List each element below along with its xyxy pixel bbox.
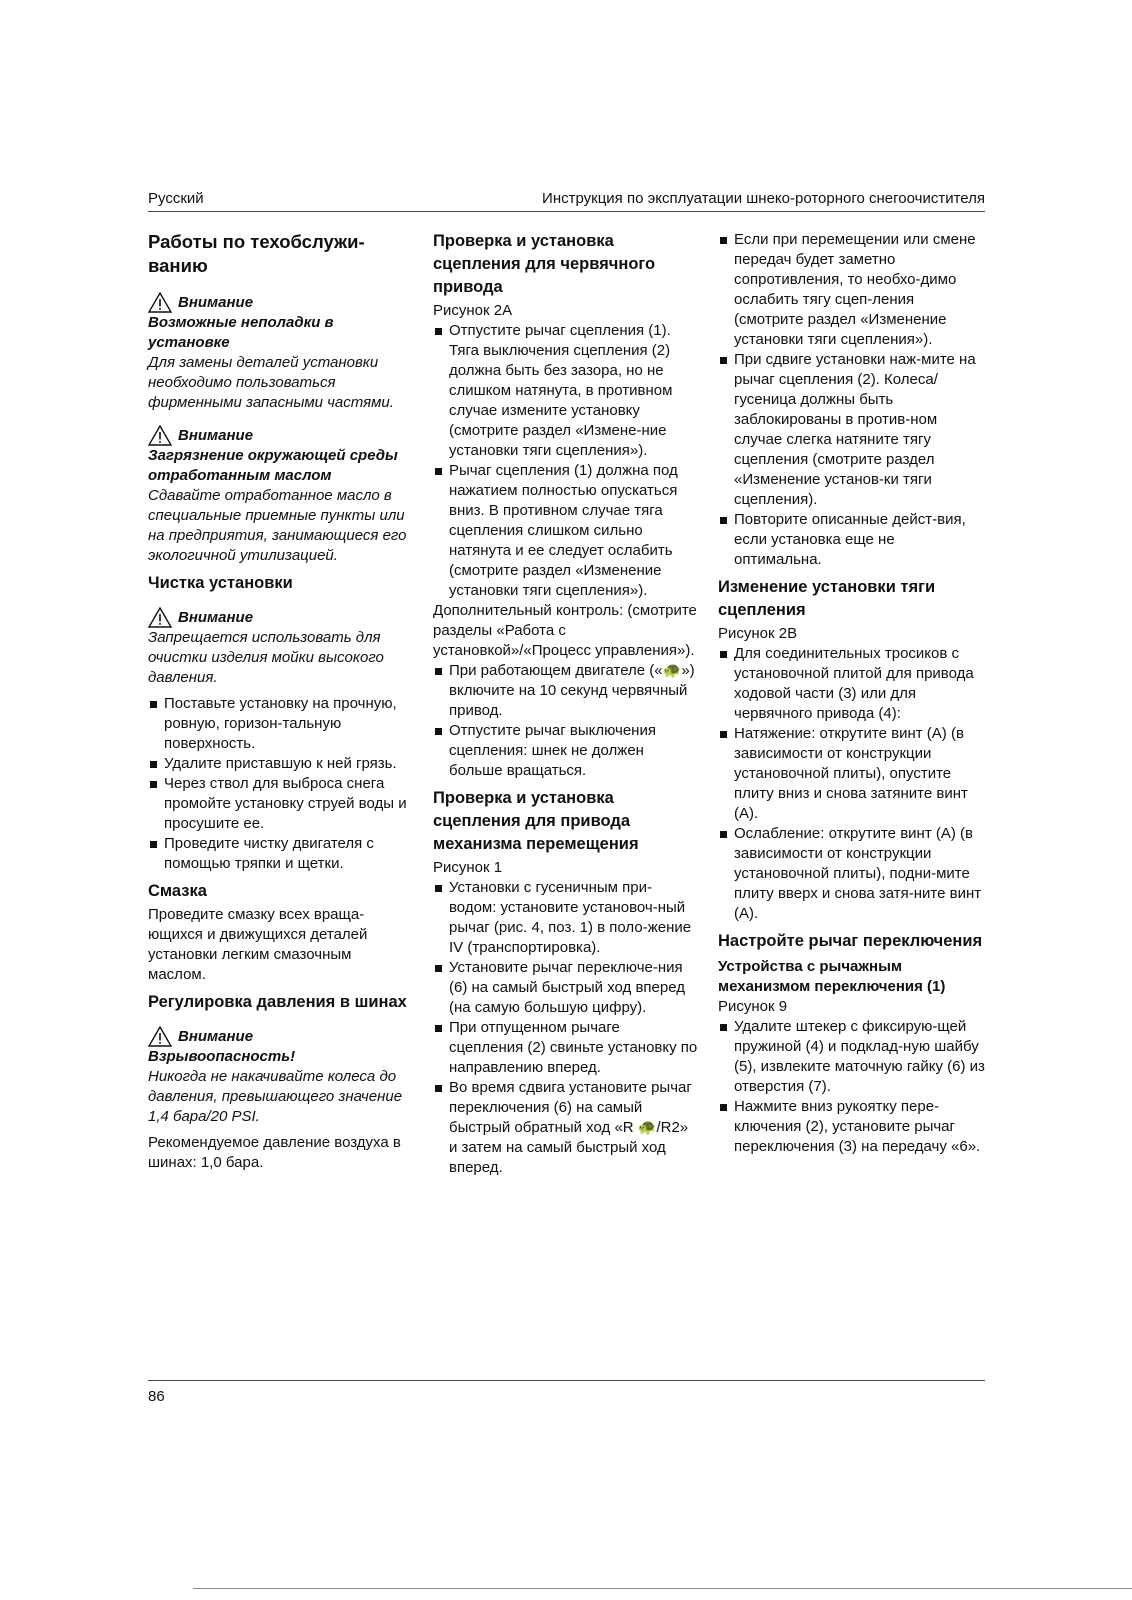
- list-item: Для соединительных тросиков с установочной плитой для привода ходовой части (3) или для червячного привода (4):: [718, 644, 986, 724]
- warning-subtitle: Загрязнение окружающей среды отработанным маслом: [148, 447, 398, 484]
- header-title: Инструкция по эксплуатации шнеко-роторного снегоочистителя: [542, 190, 985, 207]
- figure-reference: Рисунок 1: [433, 859, 503, 876]
- warning-heading: [148, 292, 410, 313]
- worm-clutch-list: [433, 321, 698, 601]
- column-3: [718, 230, 986, 1157]
- warning-block: [148, 292, 410, 413]
- warning-label: Внимание: [178, 608, 254, 626]
- section-heading-worm-clutch: Проверка и установка сцепления для червячного привода: [433, 232, 656, 296]
- warning-label: Внимание: [178, 293, 254, 311]
- warning-subtitle: Взрывоопасность!: [148, 1048, 296, 1065]
- list-item: Удалите штекер с фиксирую-щей пружиной (4) и подклад-ную шайбу (5), извлеките маточную гайку (6) из отверстия (7).: [718, 1017, 986, 1097]
- footer-divider: [148, 1380, 985, 1381]
- warning-triangle-icon: [148, 292, 172, 313]
- list-item: При работающем двигателе («🐢») включите на 10 секунд червячный привод.: [433, 661, 698, 721]
- subsection-heading-lever-mechanism: Устройства с рычажным механизмом переключения (1): [718, 958, 946, 995]
- warning-subtitle: Возможные неполадки в установке: [148, 314, 334, 351]
- list-item: Натяжение: открутите винт (A) (в зависимости от конструкции установочной плиты), опустите плиту вниз и снова затяните винт (A).: [718, 724, 986, 824]
- section-heading-cleaning: Чистка установки: [148, 574, 293, 592]
- list-item: Установки с гусеничным при-водом: установите установоч-ный рычаг (рис. 4, поз. 1) в поло-жение IV (транспортировка).: [433, 878, 698, 958]
- list-item: Поставьте установку на прочную, ровную, горизон-тальную поверхность.: [148, 694, 410, 754]
- warning-heading: [148, 1026, 410, 1047]
- list-item: Удалите приставшую к ней грязь.: [148, 754, 410, 774]
- warning-text: Запрещается использовать для очистки изделия мойки высокого давления.: [148, 629, 384, 686]
- list-item: Рычаг сцепления (1) должна под нажатием полностью опускаться вниз. В противном случае тяга сцепления слишком сильно натянута и ее следует ослабить (смотрите раздел «Изменение установки тяги сцепления»).: [433, 461, 698, 601]
- warning-triangle-icon: [148, 425, 172, 446]
- list-item: Если при перемещении или смене передач будет заметно сопротивления, то необхо-димо ослабить тягу сцеп-ления (смотрите раздел «Изменение установки тяги сцепления»).: [718, 230, 986, 350]
- column-1: [148, 230, 410, 1173]
- warning-text: Сдавайте отработанное масло в специальные приемные пункты или на предприятия, занимающиеся его экологичной утилизацией.: [148, 487, 407, 564]
- warning-triangle-icon: [148, 607, 172, 628]
- section-title-maintenance: Работы по техобслужи-ванию: [148, 231, 365, 276]
- list-item: При сдвиге установки наж-мите на рычаг сцепления (2). Колеса/гусеница должны быть заблокированы в против-ном случае слегка натяните тягу сцепления (смотрите раздел «Изменение установ-ки тяги сцепления).: [718, 350, 986, 510]
- list-item: При отпущенном рычаге сцепления (2) свиньте установку по направлению вперед.: [433, 1018, 698, 1078]
- warning-triangle-icon: [148, 1026, 172, 1047]
- lubrication-text: Проведите смазку всех враща-ющихся и движущихся деталей установки легким смазочным маслом.: [148, 906, 368, 983]
- additional-check-text: Дополнительный контроль: (смотрите разделы «Работа с установкой»/«Процесс управления»).: [433, 602, 697, 659]
- figure-reference: Рисунок 2B: [718, 625, 798, 642]
- warning-block: [148, 1026, 410, 1127]
- additional-check-list: [433, 661, 698, 781]
- warning-text: Для замены деталей установки необходимо пользоваться фирменными запасными частями.: [148, 354, 394, 411]
- section-heading-drive-clutch: Проверка и установка сцепления для привода механизма перемещения: [433, 789, 639, 853]
- scan-edge-line: [193, 1588, 1132, 1589]
- drive-clutch-list-continued: [718, 230, 986, 570]
- cleaning-list: [148, 694, 410, 874]
- header-language: Русский: [148, 190, 204, 207]
- warning-heading: [148, 607, 410, 628]
- warning-block: [148, 425, 410, 566]
- list-item: Отпустите рычаг сцепления (1). Тяга выключения сцепления (2) должна быть без зазора, но не слишком натянута, в противном случае измените установку (смотрите раздел «Измене-ние установки тяги сцепления»).: [433, 321, 698, 461]
- list-item: Ослабление: открутите винт (A) (в зависимости от конструкции установочной плиты), подни-мите плиту вверх и снова затя-ните винт (A).: [718, 824, 986, 924]
- drive-clutch-list: [433, 878, 698, 1178]
- section-heading-shift-lever: Настройте рычаг переключения: [718, 932, 983, 950]
- clutch-adjustment-list: [718, 644, 986, 924]
- list-item: Нажмите вниз рукоятку пере-ключения (2), установите рычаг переключения (3) на передачу «6».: [718, 1097, 986, 1157]
- list-item: Установите рычаг переключе-ния (6) на самый быстрый ход вперед (на самую большую цифру).: [433, 958, 698, 1018]
- section-heading-lubrication: Смазка: [148, 882, 207, 900]
- tire-pressure-text: Рекомендуемое давление воздуха в шинах: 1,0 бара.: [148, 1134, 401, 1171]
- list-item: Повторите описанные дейст-вия, если установка еще не оптимальна.: [718, 510, 986, 570]
- shift-lever-list: [718, 1017, 986, 1157]
- header-divider: [148, 211, 985, 212]
- section-heading-clutch-adjustment: Изменение установки тяги сцепления: [718, 578, 936, 619]
- figure-reference: Рисунок 2A: [433, 302, 513, 319]
- warning-label: Внимание: [178, 426, 254, 444]
- warning-block: [148, 607, 410, 688]
- list-item: Проведите чистку двигателя с помощью тряпки и щетки.: [148, 834, 410, 874]
- page-number: 86: [148, 1388, 165, 1405]
- warning-label: Внимание: [178, 1027, 254, 1045]
- section-heading-tire-pressure: Регулировка давления в шинах: [148, 993, 407, 1011]
- list-item: Через ствол для выброса снега промойте установку струей воды и просушите ее.: [148, 774, 410, 834]
- list-item: Отпустите рычаг выключения сцепления: шнек не должен больше вращаться.: [433, 721, 698, 781]
- warning-heading: [148, 425, 410, 446]
- column-2: [433, 230, 698, 1178]
- warning-text: Никогда не накачивайте колеса до давления, превышающего значение 1,4 бара/20 PSI.: [148, 1068, 403, 1125]
- figure-reference: Рисунок 9: [718, 998, 788, 1015]
- list-item: Во время сдвига установите рычаг переключения (6) на самый быстрый обратный ход «R 🐢/R2» и затем на самый быстрый ход вперед.: [433, 1078, 698, 1178]
